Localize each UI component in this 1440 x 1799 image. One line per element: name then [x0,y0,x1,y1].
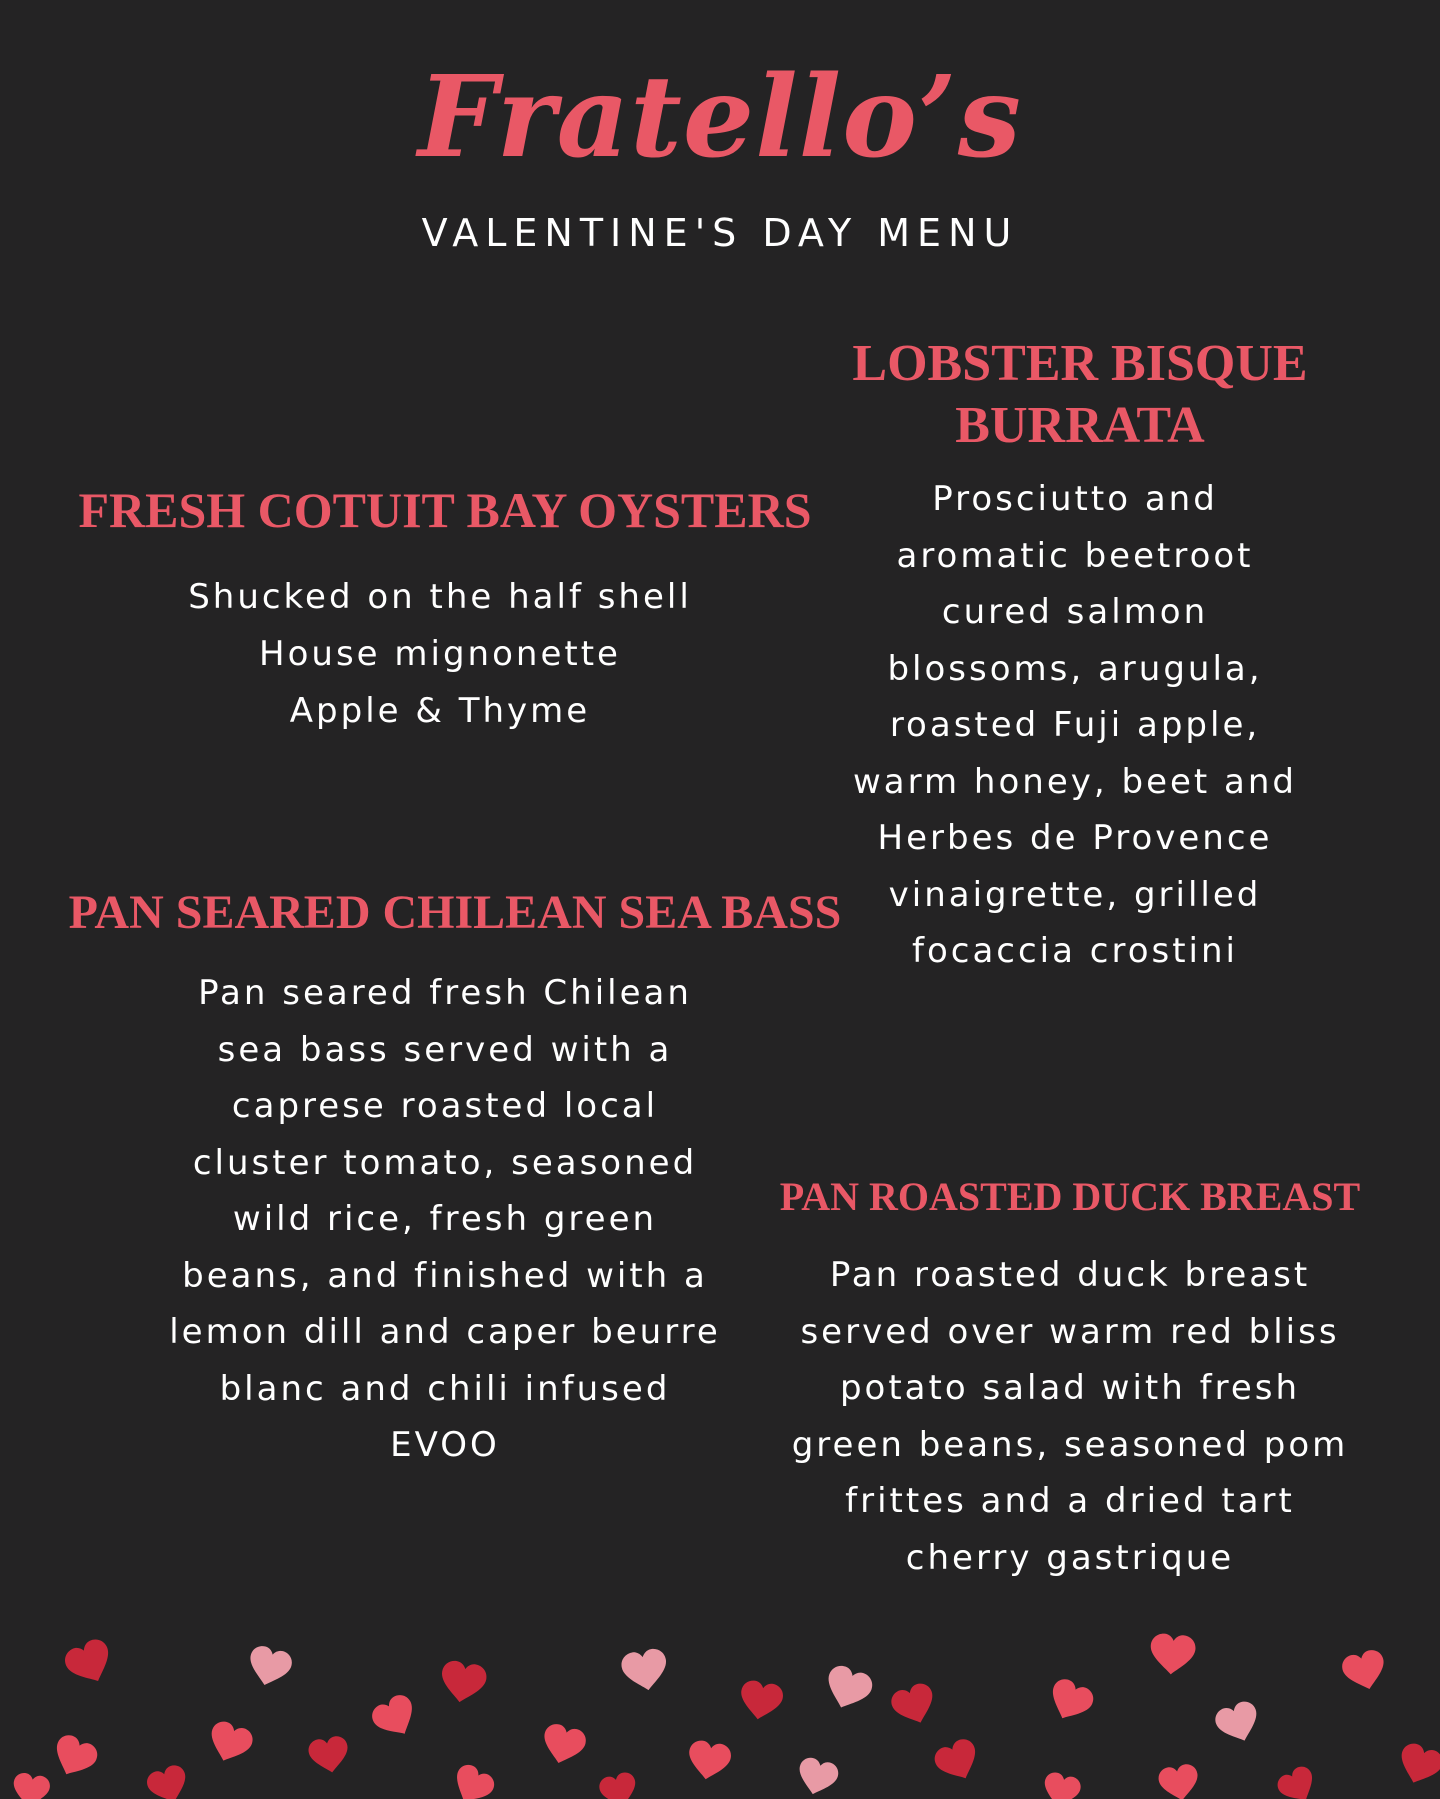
heart-icon [1157,1763,1202,1799]
dish-description-oysters: Shucked on the half shell House mignonette Apple & Thyme [188,577,692,731]
heart-icon [1212,1698,1264,1748]
heart-icon [1148,1633,1196,1677]
heart-icon [619,1647,670,1694]
heart-icon [1043,1675,1097,1727]
heart-icon [888,1680,940,1730]
dish-description-sea-bass: Pan seared fresh Chilean sea bass served with a caprese roasted local cluster tomato, seasoned wild rice, fresh green beans, and finished with a lemon dill and caper beurre blanc and chili infused EVOO [169,973,721,1465]
heart-icon [820,1662,876,1715]
restaurant-name: Fratello’s [418,52,1022,183]
heart-icon [1274,1763,1322,1799]
menu-subtitle: VALENTINE'S DAY MENU [421,211,1019,255]
heart-icon [685,1739,733,1783]
heart-icon [794,1755,841,1799]
heart-icon [447,1761,498,1799]
heart-icon [597,1770,641,1799]
heart-icon [1340,1647,1390,1694]
heart-icon [307,1735,352,1776]
dish-title-lobster-bisque: LOBSTER BISQUE BURRATA [852,335,1308,454]
heart-icon [1039,1770,1083,1799]
heart-icon [538,1721,588,1768]
dish-description-lobster-bisque: Prosciutto and aromatic beetroot cured salmon blossoms, arugula, roasted Fuji apple, warm honey, beet and Herbes de Provence vinaigrette, grilled focaccia crostini [852,479,1298,971]
heart-icon [244,1643,294,1690]
dish-description-duck-breast: Pan roasted duck breast served over warm red bliss potato salad with fresh green beans, seasoned pom frittes and a dried tart cherry gastrique [791,1255,1349,1578]
dish-title-oysters: FRESH COTUIT BAY OYSTERS [78,482,812,538]
dish-title-sea-bass: PAN SEARED CHILEAN SEA BASS [68,886,842,939]
heart-icon [437,1659,488,1706]
heart-icon [1394,1740,1440,1790]
heart-icon [931,1735,985,1787]
heart-icon [737,1679,785,1723]
dish-title-duck-breast: PAN ROASTED DUCK BREAST [779,1174,1361,1219]
heart-icon [368,1691,423,1744]
heart-icon [61,1635,119,1690]
heart-icon [144,1762,193,1799]
heart-icon [204,1718,256,1768]
heart-icon [10,1771,51,1799]
heart-icon [47,1731,101,1783]
